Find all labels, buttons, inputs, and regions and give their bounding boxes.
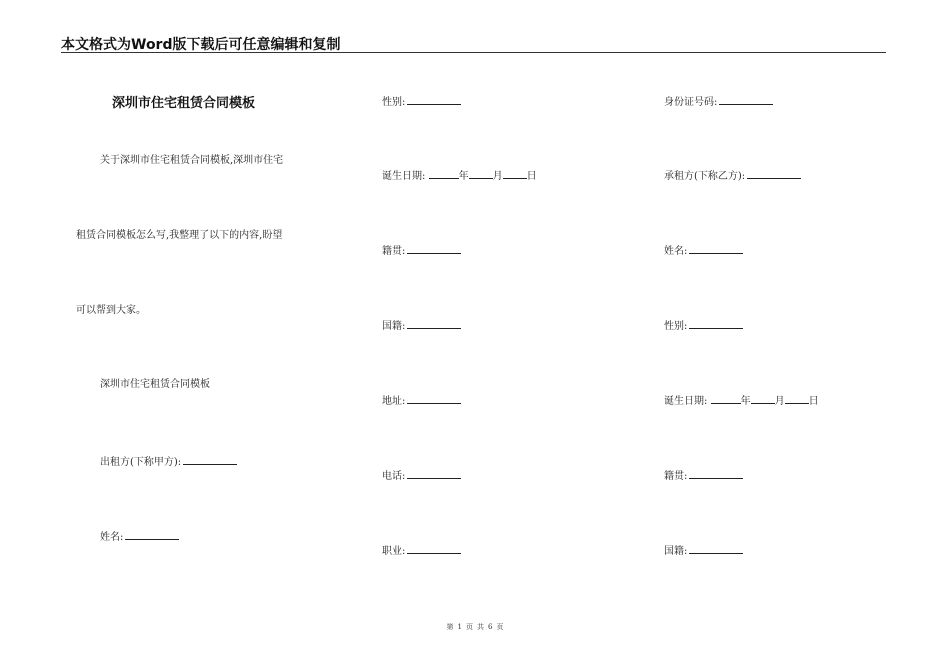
page-number-footer [0,622,950,632]
field-lessee-name-label: 姓名: [664,246,688,257]
field-lessee-birthdate-label: 诞生日期: [664,396,708,407]
field-lessor-gender-blank [407,94,461,105]
field-lessor-address-blank [407,393,461,404]
field-lessor-birthdate-label: 诞生日期: [382,171,426,182]
field-lessor-label: 出租方(下称甲方): [100,457,182,468]
field-lessee-birth-day-unit: 日 [808,396,819,407]
field-lessee-name [664,243,743,258]
field-lessor-blank [183,454,237,465]
field-lessor-birth-day-unit: 日 [526,171,537,182]
field-lessor-birth-month-unit: 月 [492,171,503,182]
field-lessor-name-blank [125,529,179,540]
field-lessor-native-place [382,243,461,258]
field-lessor-phone-label: 电话: [382,471,406,482]
field-lessee-birth-year-blank [711,393,741,404]
footer-total-prefix: 共 [477,623,484,631]
footer-current-page: 1 [457,623,462,631]
field-lessor-gender-label: 性别: [382,97,406,108]
field-lessee-nationality-label: 国籍: [664,546,688,557]
field-lessor-id-number [664,94,773,109]
field-lessor-id-number-label: 身份证号码: [664,97,718,108]
field-lessor-nationality-label: 国籍: [382,321,406,332]
field-lessor-name [100,529,179,544]
field-lessee-gender-label: 性别: [664,321,688,332]
field-lessee-birth-year-unit: 年 [740,396,751,407]
field-lessee [664,168,801,183]
field-lessor-birth-year-blank [429,168,459,179]
field-lessor-occupation [382,543,461,558]
document-title: 深圳市住宅租赁合同模板 [112,96,256,111]
intro-line-3: 可以帮到大家。 [76,305,146,316]
field-lessor-birth-year-unit: 年 [458,171,469,182]
field-lessor-phone-blank [407,468,461,479]
field-lessee-native-place [664,468,743,483]
field-lessor-birthdate [382,168,537,183]
field-lessee-native-place-label: 籍贯: [664,471,688,482]
field-lessor-nationality-blank [407,318,461,329]
field-lessor-occupation-label: 职业: [382,546,406,557]
footer-prefix: 第 [446,623,454,631]
field-lessor-native-place-blank [407,243,461,254]
field-lessor-gender [382,94,461,109]
field-lessor-address-label: 地址: [382,396,406,407]
field-lessee-birth-month-unit: 月 [774,396,785,407]
field-lessee-native-place-blank [689,468,743,479]
field-lessee-name-blank [689,243,743,254]
field-lessor-occupation-blank [407,543,461,554]
field-lessee-birth-month-blank [751,393,775,404]
field-lessee-label: 承租方(下称乙方): [664,171,746,182]
intro-line-1: 关于深圳市住宅租赁合同模板,深圳市住宅 [100,155,284,166]
field-lessee-gender [664,318,743,333]
field-lessor-address [382,393,461,408]
footer-page-word: 页 [466,623,473,631]
field-lessee-blank [747,168,801,179]
header-title: 本文格式为Word版下载后可任意编辑和复制 [61,37,341,53]
field-lessee-nationality [664,543,743,558]
field-lessor-birth-day-blank [503,168,527,179]
field-lessor-name-label: 姓名: [100,532,124,543]
field-lessor-nationality [382,318,461,333]
field-lessee-nationality-blank [689,543,743,554]
footer-suffix: 页 [496,623,504,631]
footer-total-pages: 6 [488,623,493,631]
field-lessor-phone [382,468,461,483]
header-divider [61,52,886,53]
document-subtitle: 深圳市住宅租赁合同模板 [100,379,210,390]
field-lessor [100,454,237,469]
field-lessee-gender-blank [689,318,743,329]
field-lessor-native-place-label: 籍贯: [382,246,406,257]
field-lessee-birth-day-blank [785,393,809,404]
field-lessee-birthdate [664,393,819,408]
intro-line-2: 租赁合同模板怎么写,我整理了以下的内容,盼望 [76,230,283,241]
field-lessor-birth-month-blank [469,168,493,179]
field-lessor-id-number-blank [719,94,773,105]
